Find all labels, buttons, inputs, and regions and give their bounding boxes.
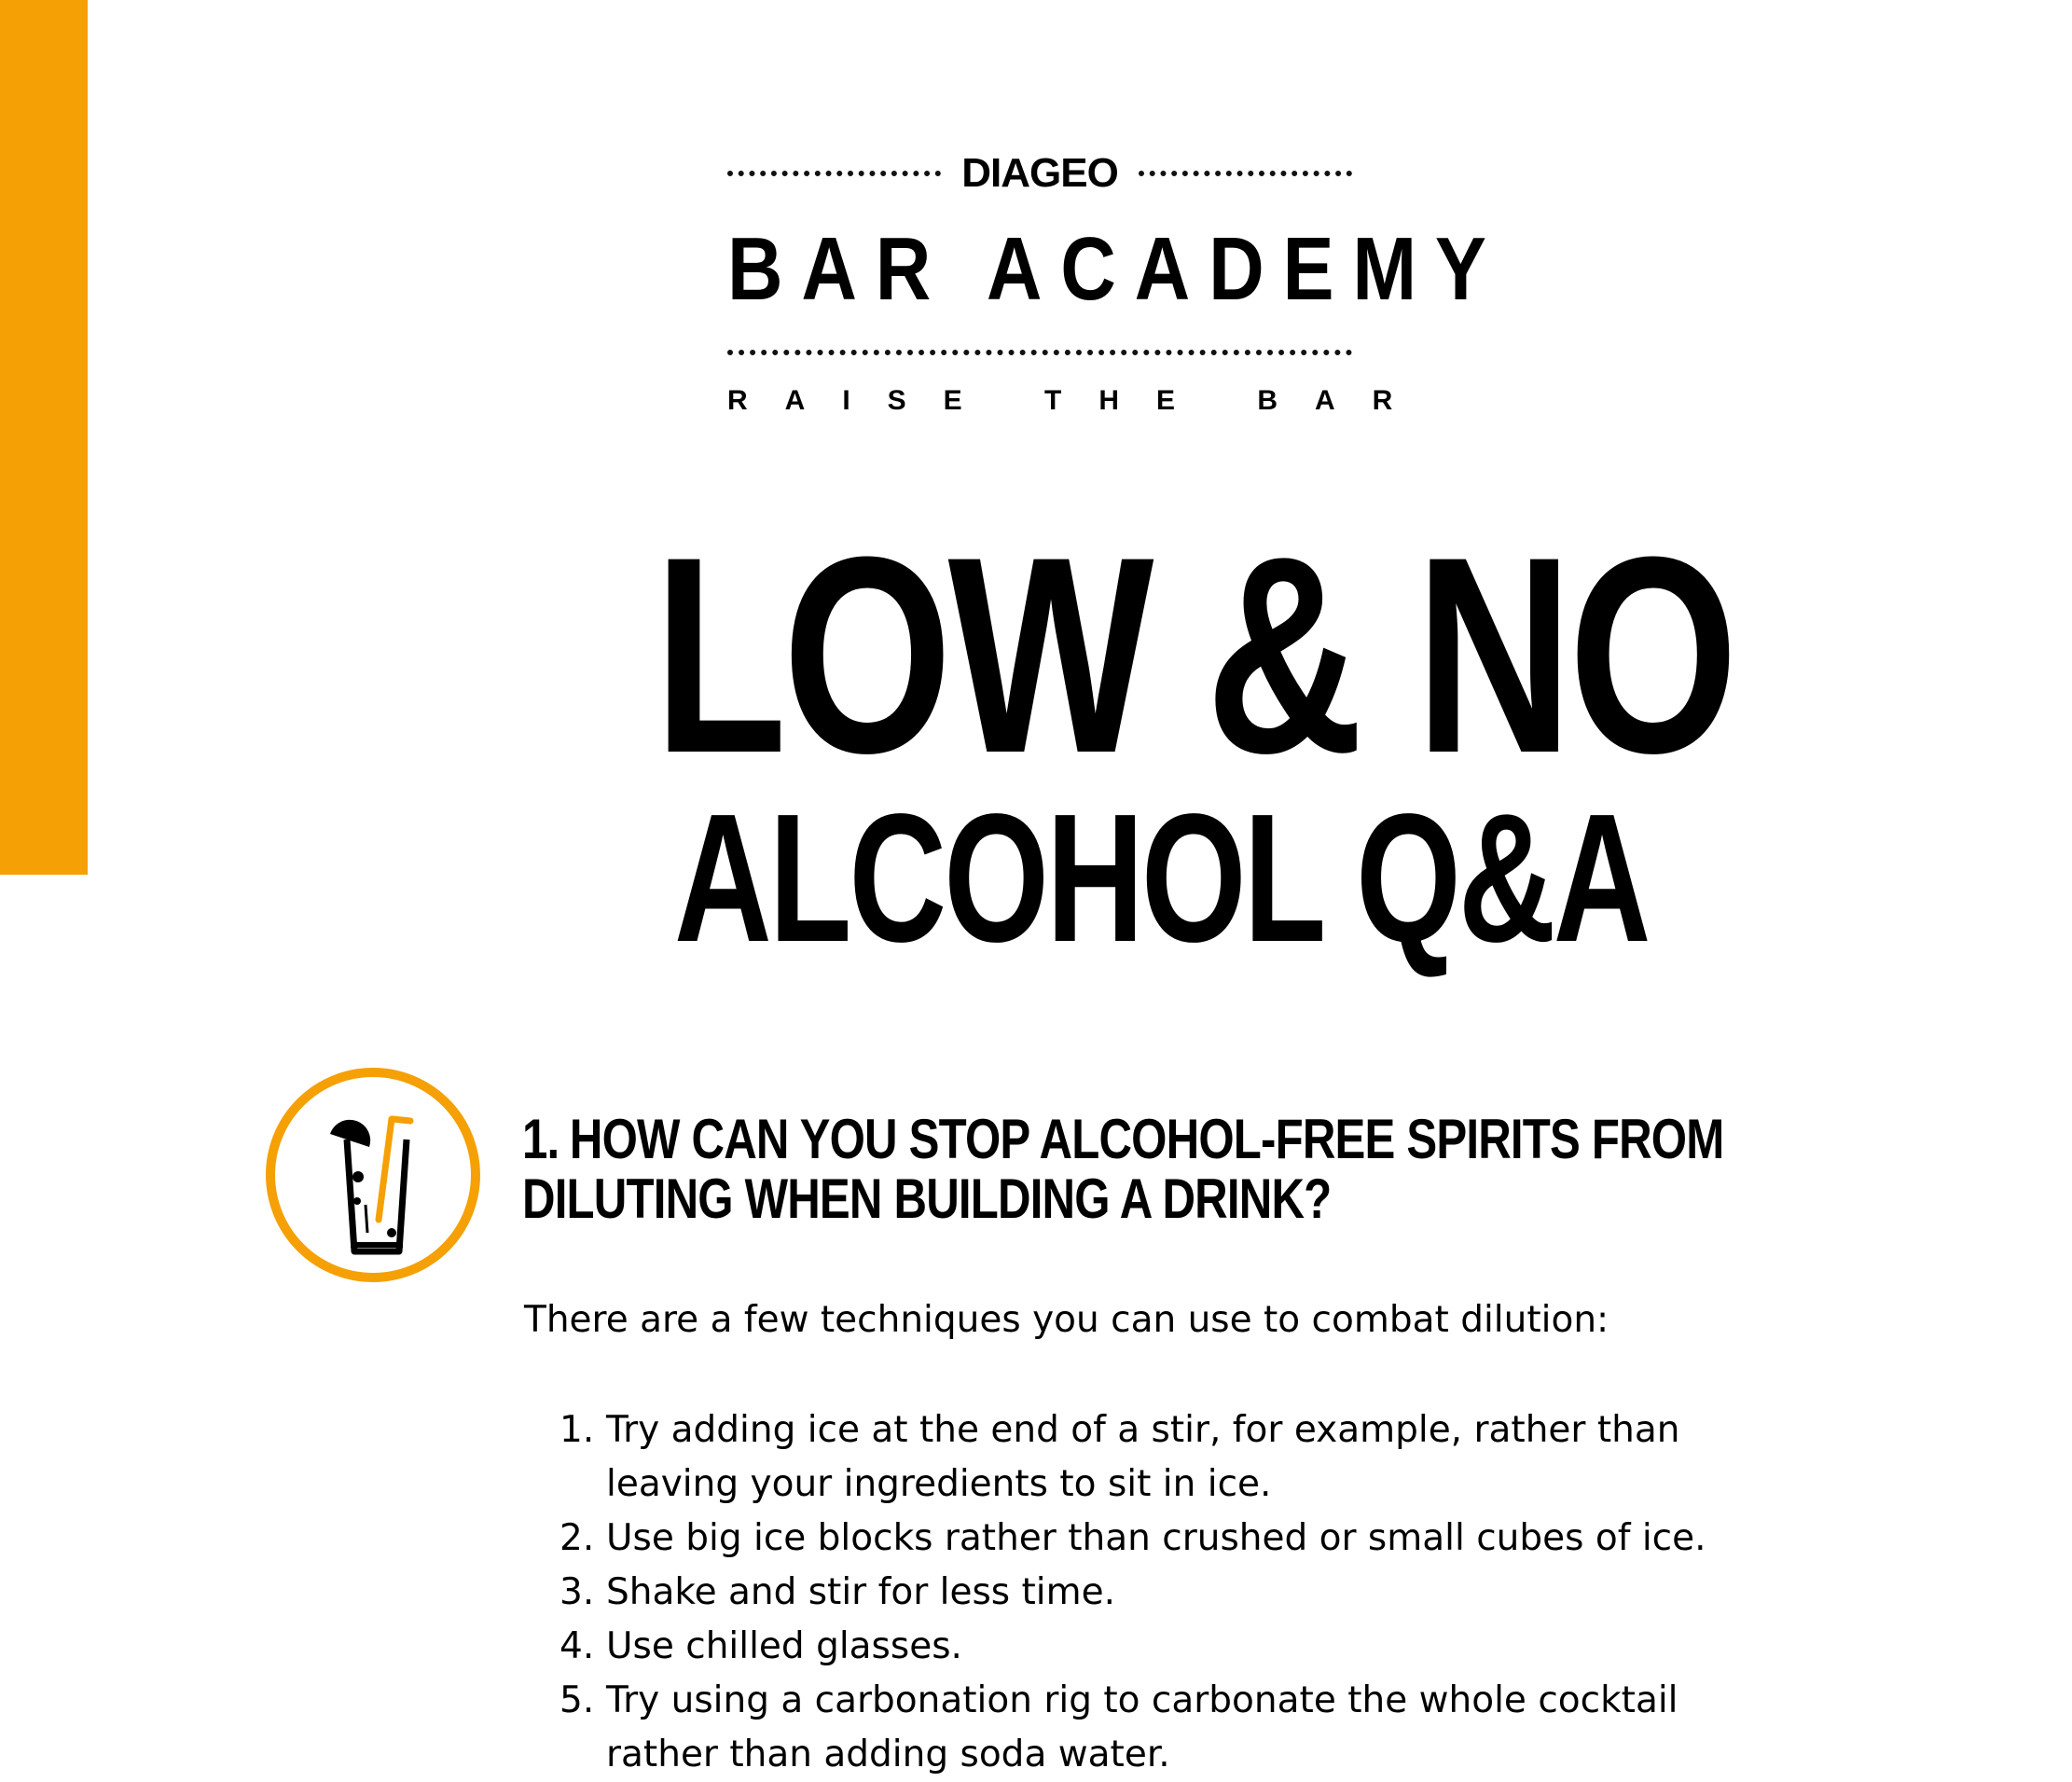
list-item-continuation <box>559 1457 1772 1512</box>
page-title-line1: LOW & NO <box>654 498 1734 811</box>
list-item <box>559 1566 1772 1620</box>
list-item-text: Use chilled glasses. <box>606 1625 962 1667</box>
cocktail-glass-icon <box>261 1063 485 1287</box>
list-item-number: 2. <box>559 1517 595 1559</box>
list-item-text: rather than adding soda water. <box>606 1734 1170 1775</box>
question-heading-line1 <box>522 1108 1724 1170</box>
list-item-text: Use big ice blocks rather than crushed or small cubes of ice. <box>606 1517 1706 1559</box>
logo-brand: DIAGEO <box>961 150 1118 196</box>
logo-tagline: RAISE THE BAR <box>727 385 1430 416</box>
icon-bubble <box>353 1197 361 1205</box>
list-item-text: Try using a carbonation rig to carbonate the whole cocktail <box>606 1679 1678 1721</box>
list-item <box>559 1620 1772 1674</box>
icon-bubble <box>352 1171 364 1182</box>
list-item-number: 5. <box>559 1679 595 1721</box>
list-item <box>559 1674 1772 1728</box>
icon-bubble <box>387 1228 396 1237</box>
dotted-rule-right <box>1139 171 1352 176</box>
list-item <box>559 1403 1772 1457</box>
logo-brand-row <box>727 145 1352 202</box>
logo-name: BAR ACADEMY <box>727 219 1505 319</box>
tips-list <box>559 1403 1772 1782</box>
list-item-number: 4. <box>559 1625 595 1667</box>
list-item-text: Shake and stir for less time. <box>606 1571 1115 1613</box>
list-item-text: leaving your ingredients to sit in ice. <box>606 1463 1272 1505</box>
question-text-line1: HOW CAN YOU STOP ALCOHOL-FREE SPIRITS FROM <box>569 1108 1724 1170</box>
question-heading <box>522 1108 1724 1230</box>
dotted-rule-left <box>727 171 941 176</box>
page-title <box>541 498 1734 980</box>
list-item-continuation <box>559 1728 1772 1782</box>
icon-bubble-trail <box>366 1205 367 1233</box>
accent-side-band <box>0 0 88 875</box>
icon-glass <box>347 1140 407 1251</box>
bar-academy-logo <box>727 145 1505 416</box>
list-item-number: 1. <box>559 1409 595 1451</box>
question-number: 1. <box>522 1108 559 1170</box>
answer-intro: There are a few techniques you can use to combat dilution: <box>524 1299 1609 1341</box>
question-text-line2: DILUTING WHEN BUILDING A DRINK? <box>522 1167 1332 1230</box>
page-title-line2: ALCOHOL Q&A <box>674 776 1649 980</box>
dotted-rule-bottom <box>727 350 1352 355</box>
list-item-text: Try adding ice at the end of a stir, for example, rather than <box>606 1409 1680 1451</box>
list-item <box>559 1512 1772 1566</box>
list-item-number: 3. <box>559 1571 595 1613</box>
